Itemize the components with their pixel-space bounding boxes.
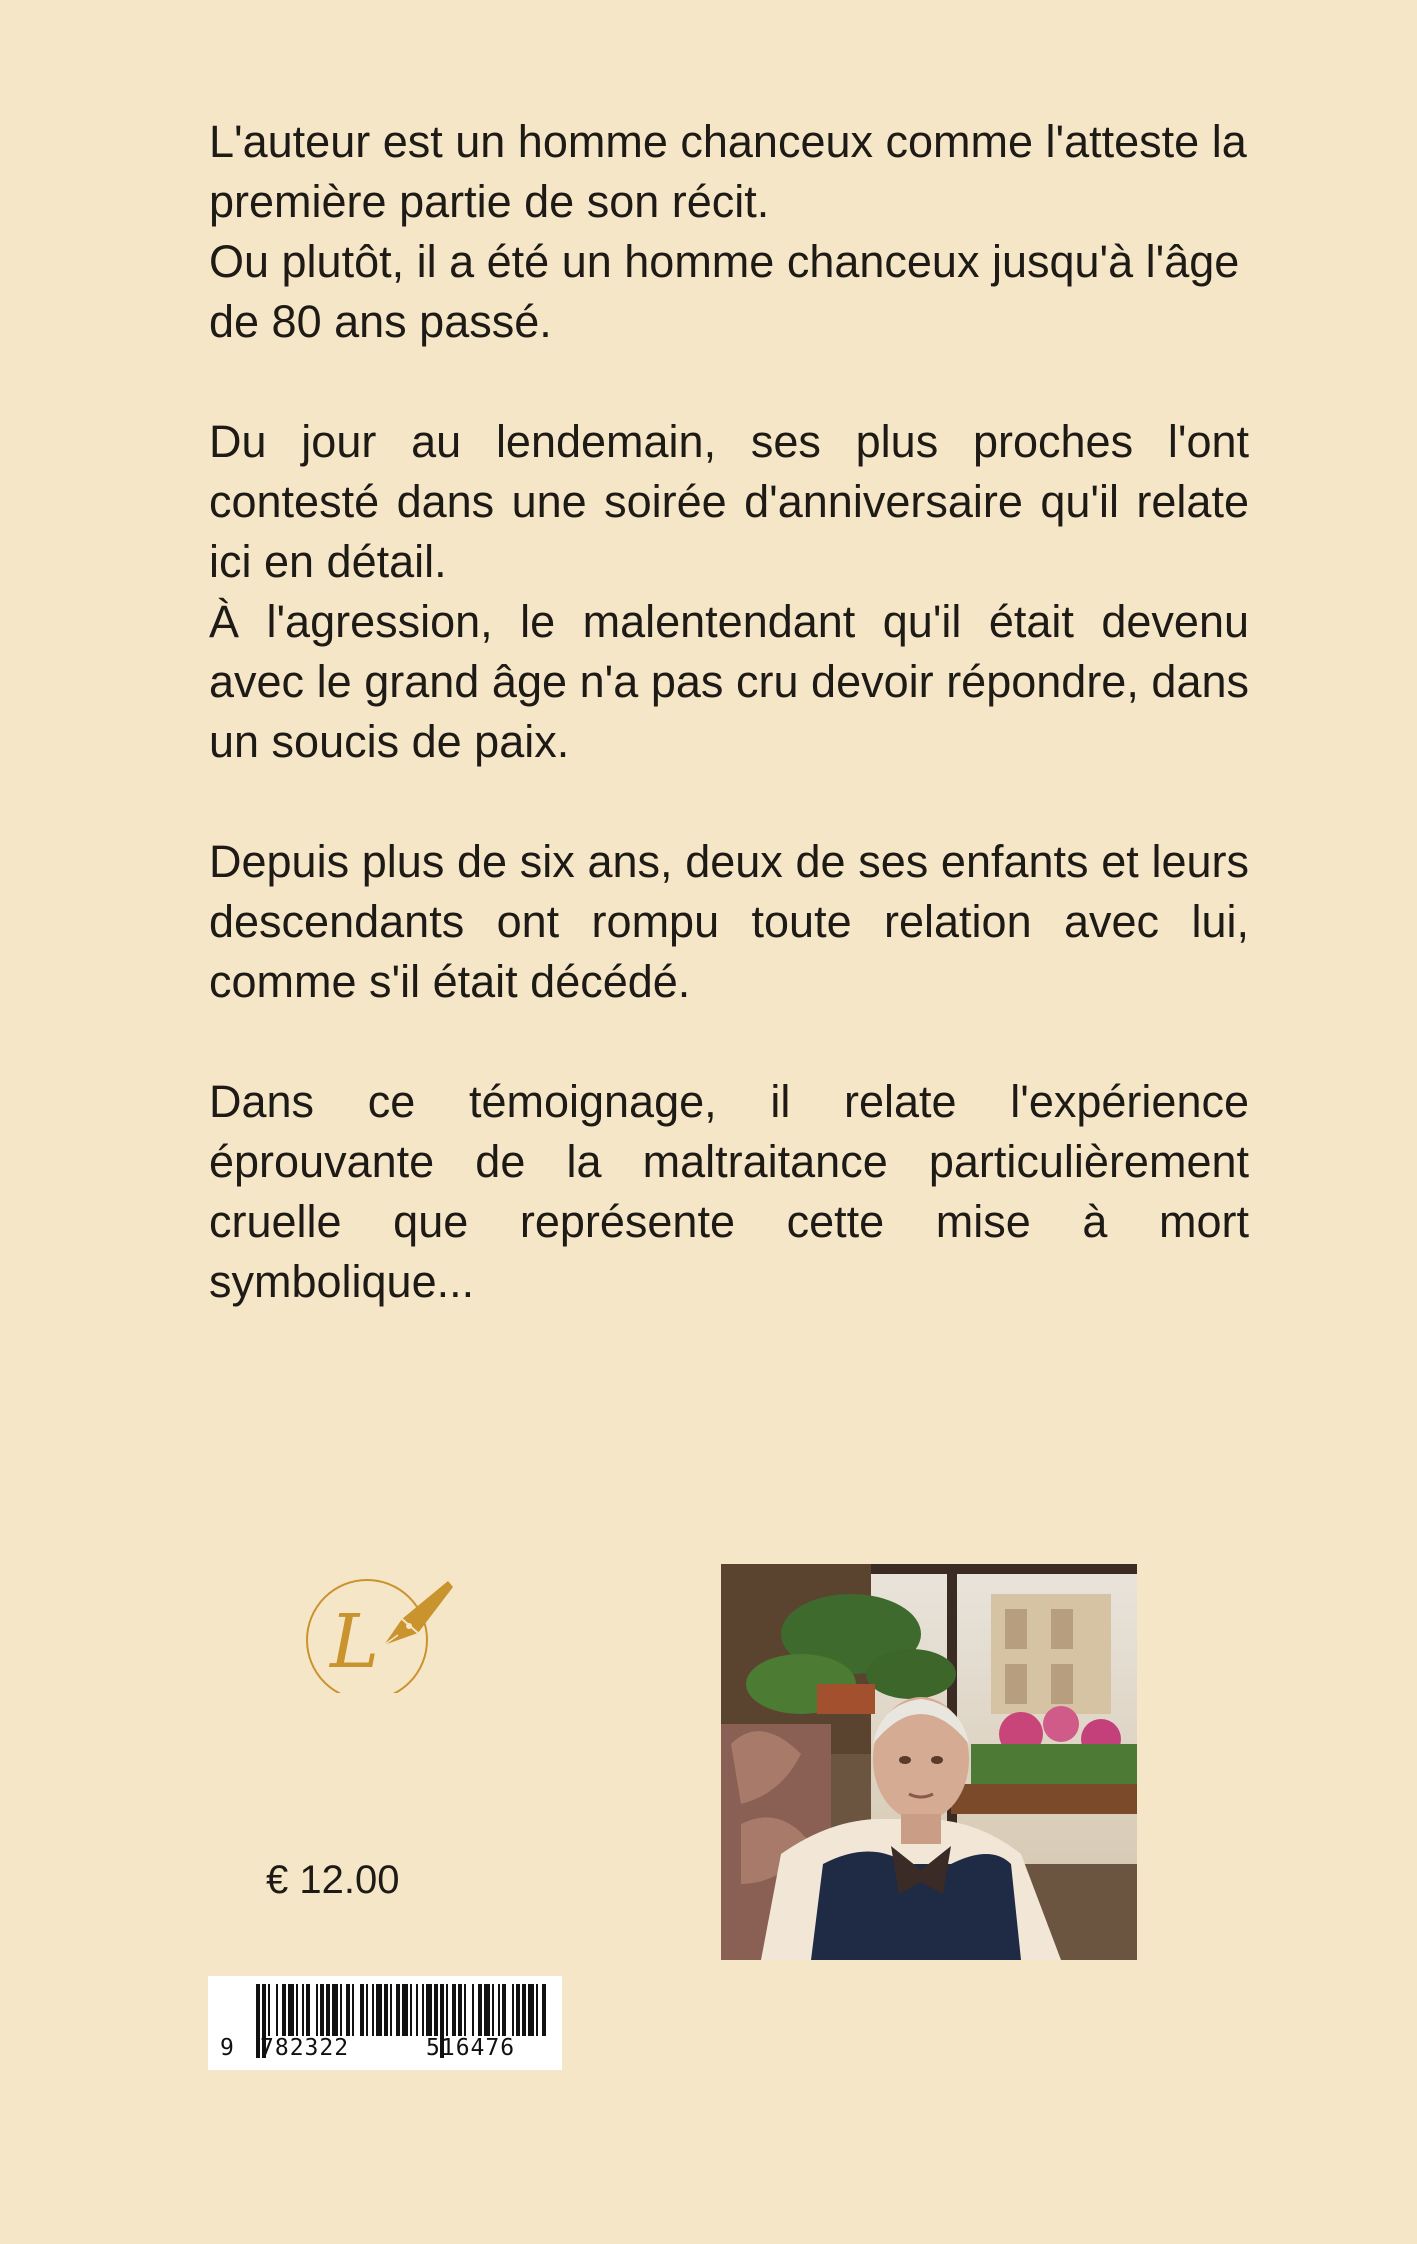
barcode-bar xyxy=(326,1984,330,2036)
barcode-bar xyxy=(426,1984,432,2036)
blurb-line-2: Ou plutôt, il a été un homme chanceux jusqu'à l'âge de 80 ans passé. xyxy=(209,236,1240,347)
blurb-paragraph-3: Depuis plus de six ans, deux de ses enfants et leurs descendants ont rompu toute relation avec lui, comme s'il était décédé. xyxy=(209,836,1249,1007)
blurb-line-4: À l'agression, le malentendant qu'il était devenu avec le grand âge n'a pas cru devoir répondre, dans un soucis de paix. xyxy=(209,596,1249,767)
fountain-pen-nib-icon xyxy=(306,1575,454,1693)
barcode-bar xyxy=(498,1984,500,2036)
barcode-bar xyxy=(346,1984,350,2036)
barcode-bar xyxy=(376,1984,382,2036)
barcode-bar xyxy=(422,1984,424,2036)
barcode-bar xyxy=(282,1984,286,2036)
barcode-bar xyxy=(316,1984,318,2036)
barcode-lead-digit: 9 xyxy=(220,2035,234,2061)
barcode-bar xyxy=(288,1984,294,2036)
barcode-bar xyxy=(446,1984,448,2036)
barcode-bar xyxy=(478,1984,482,2036)
barcode-bar xyxy=(464,1984,466,2036)
barcode-bar xyxy=(484,1984,490,2036)
barcode-bar xyxy=(276,1984,278,2036)
barcode-bar xyxy=(452,1984,456,2036)
barcode-bar xyxy=(372,1984,374,2036)
barcode-bar xyxy=(416,1984,418,2036)
barcode-bar xyxy=(302,1984,304,2036)
barcode-bar xyxy=(366,1984,368,2036)
barcode-bar xyxy=(502,1984,506,2036)
logo-letter: L xyxy=(330,1599,380,1685)
barcode-bar xyxy=(528,1984,534,2036)
barcode-bar xyxy=(396,1984,400,2036)
author-portrait-image xyxy=(721,1564,1137,1960)
barcode-right-digits: 516476 xyxy=(426,2035,516,2061)
barcode-bar xyxy=(352,1984,354,2036)
barcode-left-digits: 782322 xyxy=(260,2035,350,2061)
barcode-bar xyxy=(542,1984,546,2036)
price-label: € 12.00 xyxy=(266,1858,400,1902)
isbn-barcode xyxy=(208,1976,562,2070)
blurb-line-1: L'auteur est un homme chanceux comme l'atteste la première partie de son récit. xyxy=(209,116,1247,227)
barcode-bar xyxy=(434,1984,438,2036)
barcode-bar xyxy=(492,1984,494,2036)
barcode-bar xyxy=(516,1984,520,2036)
barcode-bar xyxy=(402,1984,408,2036)
blurb-line-3: Du jour au lendemain, ses plus proches l'ont contesté dans une soirée d'anniversaire qu'il relate ici en détail. xyxy=(209,416,1249,587)
barcode-bar xyxy=(360,1984,364,2036)
barcode-bar xyxy=(296,1984,298,2036)
author-photo xyxy=(721,1564,1137,1960)
barcode-bar xyxy=(384,1984,388,2036)
back-cover-blurb xyxy=(209,112,1249,1372)
barcode-bar xyxy=(306,1984,310,2036)
barcode-bar xyxy=(332,1984,338,2036)
blurb-paragraph-2 xyxy=(209,412,1249,772)
barcode-bar xyxy=(458,1984,462,2036)
barcode-bar xyxy=(536,1984,538,2036)
blurb-paragraph-4: Dans ce témoignage, il relate l'expérience éprouvante de la maltraitance particulièrement cruelle que représente cette mise à mort symbolique... xyxy=(209,1076,1249,1307)
blurb-paragraph-1 xyxy=(209,112,1249,352)
barcode-bar xyxy=(472,1984,474,2036)
barcode-bar xyxy=(522,1984,526,2036)
barcode-bar xyxy=(390,1984,392,2036)
barcode-bar xyxy=(340,1984,342,2036)
barcode-bar xyxy=(268,1984,270,2036)
barcode-bar xyxy=(320,1984,324,2036)
publisher-logo xyxy=(306,1575,454,1693)
barcode-bar xyxy=(410,1984,412,2036)
barcode-bar xyxy=(512,1984,514,2036)
